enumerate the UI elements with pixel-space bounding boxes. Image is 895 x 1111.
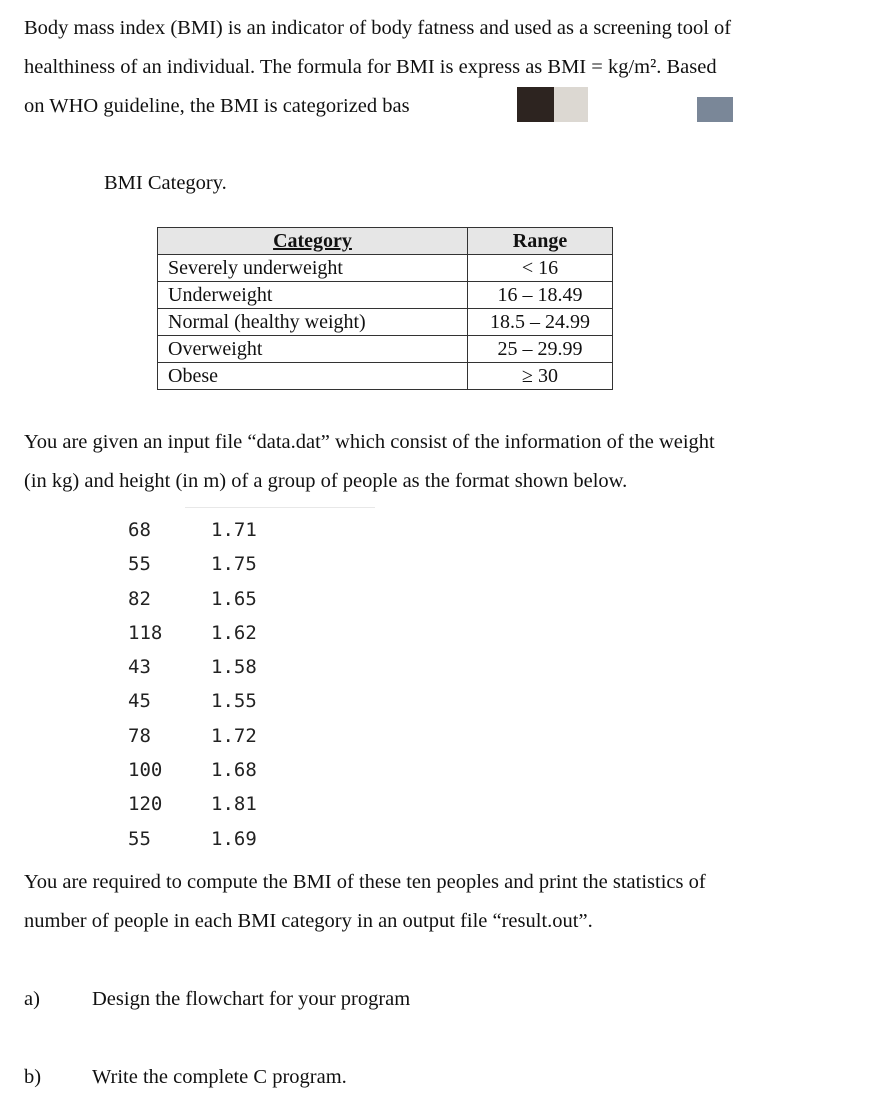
task-line-2: number of people in each BMI category in an output file “result.out”. [24,910,593,932]
weight-value: 55 [128,553,151,576]
height-value: 1.75 [211,553,257,576]
table-heading: BMI Category. [104,172,227,194]
data-row [128,684,257,718]
weight-value: 68 [128,519,151,541]
table-row [158,282,613,309]
bmi-category-table [157,227,613,390]
data-row [128,787,257,821]
height-value: 1.81 [211,793,257,816]
category-cell: Severely underweight [158,255,468,282]
table-row [158,363,613,390]
data-row [128,719,257,753]
data-row [128,582,257,616]
question-label: b) [24,1066,42,1088]
weight-value: 118 [128,621,163,644]
data-row [128,513,257,547]
height-value: 1.58 [211,656,257,679]
redaction-blue-block [697,97,733,122]
intro-line-3: on WHO guideline, the BMI is categorized bas [24,95,410,117]
table-row [158,336,613,363]
weight-value: 45 [128,690,151,713]
input-line-1: You are given an input file “data.dat” which consist of the information of the weight [24,431,715,453]
height-value: 1.65 [211,587,257,610]
header-category: Category [158,228,468,255]
weight-value: 55 [128,827,151,850]
range-cell: 16 – 18.49 [468,282,613,309]
range-cell: ≥ 30 [468,363,613,390]
range-cell: 18.5 – 24.99 [468,309,613,336]
height-value: 1.62 [211,621,257,644]
question-label: a) [24,988,40,1010]
weight-value: 78 [128,724,151,747]
question-b [24,1066,347,1089]
data-row [128,822,257,856]
category-cell: Underweight [158,282,468,309]
data-file-listing [128,513,257,856]
divider [185,507,375,508]
height-value: 1.55 [211,690,257,713]
category-cell: Obese [158,363,468,390]
weight-value: 82 [128,587,151,610]
redaction-dark-block [517,87,554,122]
question-text: Write the complete C program. [92,1066,347,1088]
table-row [158,255,613,282]
range-cell: 25 – 29.99 [468,336,613,363]
intro-line-2: healthiness of an individual. The formula for BMI is express as BMI = kg/m². Based [24,56,717,78]
intro-line-1: Body mass index (BMI) is an indicator of body fatness and used as a screening tool of [24,17,732,39]
task-paragraph [24,863,824,941]
height-value: 1.69 [211,827,257,850]
weight-value: 43 [128,656,151,679]
category-cell: Overweight [158,336,468,363]
header-range: Range [468,228,613,255]
task-line-1: You are required to compute the BMI of these ten peoples and print the statistics of [24,871,706,893]
redaction-light-block [554,87,588,122]
table-header-row [158,228,613,255]
weight-value: 120 [128,793,163,816]
data-row [128,547,257,581]
data-row [128,616,257,650]
question-text: Design the flowchart for your program [92,988,411,1010]
range-cell: < 16 [468,255,613,282]
table-row [158,309,613,336]
height-value: 1.72 [211,724,257,747]
data-row [128,753,257,787]
height-value: 1.68 [211,759,257,782]
input-paragraph [24,423,824,501]
category-cell: Normal (healthy weight) [158,309,468,336]
height-value: 1.71 [211,519,257,541]
weight-value: 100 [128,759,163,782]
question-a [24,988,410,1011]
input-line-2: (in kg) and height (in m) of a group of people as the format shown below. [24,470,628,492]
data-row [128,650,257,684]
